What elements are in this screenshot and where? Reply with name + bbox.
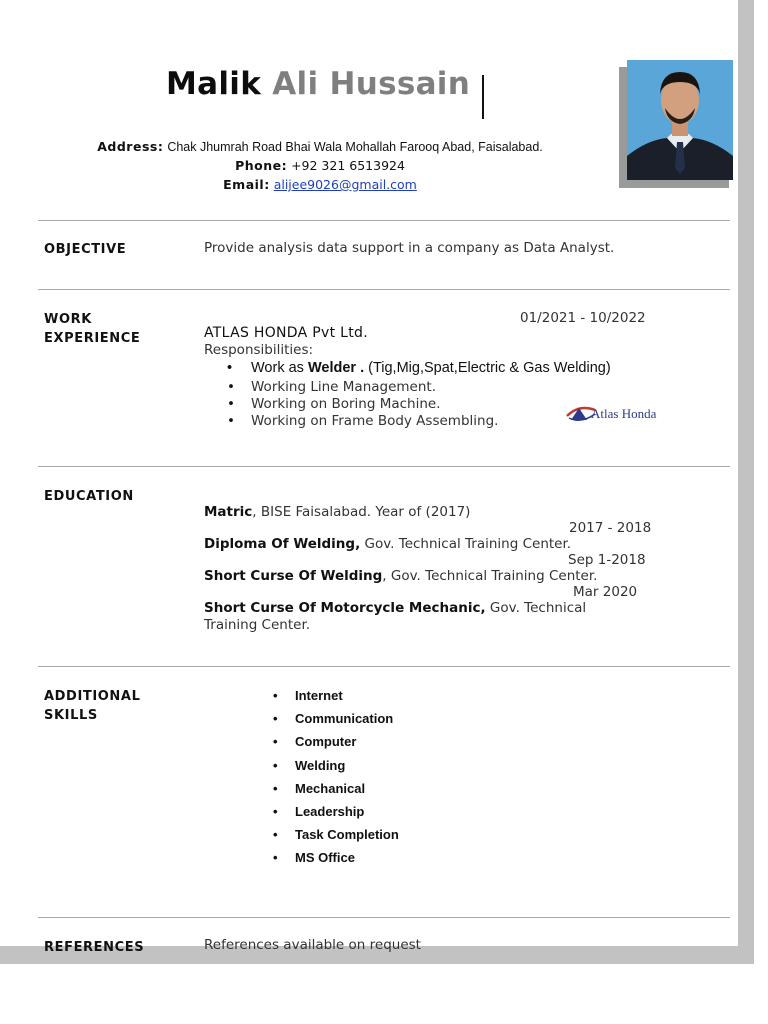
atlas-honda-logo <box>565 402 661 426</box>
education-date: Sep 1-2018 <box>568 552 646 568</box>
education-date: 2017 - 2018 <box>569 520 652 536</box>
viewer-margin-right <box>754 0 768 1024</box>
responsibility-item <box>251 360 611 376</box>
education-entry <box>204 504 470 521</box>
education-detail: , BISE Faisalabad. Year of (2017) <box>252 504 471 520</box>
skill-item: • Computer <box>295 734 356 749</box>
responsibility-item: • Working Line Management. <box>251 379 436 395</box>
work-heading-line2: EXPERIENCE <box>44 331 141 346</box>
profile-photo-icon <box>627 60 733 180</box>
skills-heading-line2: SKILLS <box>44 708 98 723</box>
references-heading: REFERENCES <box>44 940 145 955</box>
education-entry <box>204 568 597 585</box>
skill-item: • Task Completion <box>295 827 399 842</box>
work-heading <box>44 310 140 348</box>
section-divider <box>38 917 730 918</box>
skills-heading <box>44 687 140 725</box>
responsibility-prefix: Work as <box>251 360 308 376</box>
section-divider <box>38 466 730 467</box>
last-name: Ali Hussain <box>272 66 471 102</box>
address-label: Address: <box>97 139 164 154</box>
education-title: Matric <box>204 504 253 520</box>
responsibility-bold: Welder . <box>307 360 365 376</box>
skill-item: • Leadership <box>295 804 364 819</box>
phone-value: +92 321 6513924 <box>291 158 405 173</box>
text-cursor <box>482 75 484 119</box>
profile-photo <box>627 60 733 180</box>
education-entry <box>204 600 586 617</box>
education-detail: Gov. Technical <box>485 600 587 616</box>
references-text: References available on request <box>204 937 421 953</box>
work-heading-line1: WORK <box>44 312 92 327</box>
objective-text: Provide analysis data support in a company as Data Analyst. <box>204 240 615 256</box>
phone-line <box>0 158 640 173</box>
responsibility-suffix: (Tig,Mig,Spat,Electric & Gas Welding) <box>364 360 611 376</box>
viewer-frame-right <box>738 0 754 962</box>
responsibility-item: • Working on Frame Body Assembling. <box>251 413 498 429</box>
company-name: ATLAS HONDA Pvt Ltd. <box>204 325 368 341</box>
skill-item: • Internet <box>295 688 343 703</box>
education-title: Diploma Of Welding, <box>204 536 361 552</box>
education-date: Mar 2020 <box>573 584 638 600</box>
phone-label: Phone: <box>235 158 288 173</box>
education-heading: EDUCATION <box>44 489 134 504</box>
education-detail: , Gov. Technical Training Center. <box>382 568 598 584</box>
candidate-name <box>166 66 470 102</box>
education-detail-cont: Training Center. <box>204 617 311 633</box>
skill-item: • Communication <box>295 711 393 726</box>
email-line <box>0 177 640 192</box>
section-divider <box>38 220 730 221</box>
address-line <box>0 139 640 154</box>
education-title: Short Curse Of Welding <box>204 568 383 584</box>
skill-item: • Welding <box>295 758 345 773</box>
responsibilities-label: Responsibilities: <box>204 342 314 358</box>
email-link[interactable]: alijee9026@gmail.com <box>273 177 417 192</box>
work-dates: 01/2021 - 10/2022 <box>520 310 646 326</box>
email-label: Email: <box>223 177 270 192</box>
first-name: Malik <box>166 66 262 102</box>
education-detail: Gov. Technical Training Center. <box>360 536 572 552</box>
skill-item: • Mechanical <box>295 781 365 796</box>
address-value: Chak Jhumrah Road Bhai Wala Mohallah Farooq Abad, Faisalabad. <box>167 140 543 154</box>
skill-item: • MS Office <box>295 850 355 865</box>
skills-heading-line1: ADDITIONAL <box>44 689 141 704</box>
education-entry <box>204 536 571 553</box>
section-divider <box>38 289 730 290</box>
atlas-honda-logo-text: Atlas Honda <box>591 406 657 421</box>
education-title: Short Curse Of Motorcycle Mechanic, <box>204 600 486 616</box>
responsibility-item: • Working on Boring Machine. <box>251 396 441 412</box>
section-divider <box>38 666 730 667</box>
objective-heading: OBJECTIVE <box>44 242 127 257</box>
